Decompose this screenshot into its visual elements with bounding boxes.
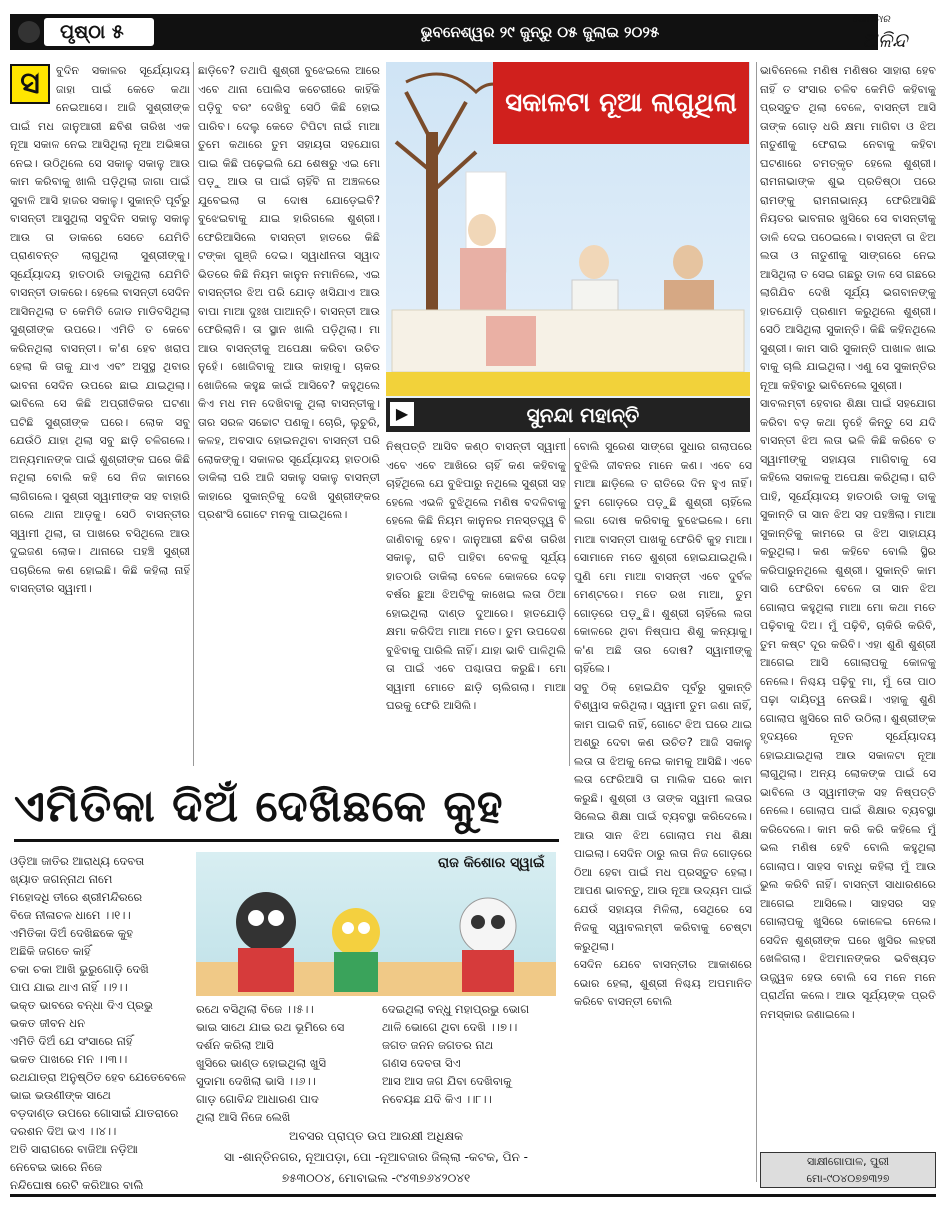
poem-line: ରଥଯାତ୍ରା ଅନୁଷ୍ଠିତ ହେବ ଯେତେବେଳେ [10, 1070, 186, 1084]
author-place: ସାକ୍ଷୀଗୋପାଳ, ପୁରୀ [806, 1155, 890, 1168]
page-footer-rule [10, 1194, 936, 1197]
masthead-logo [852, 14, 944, 54]
poem-right-stanzas [382, 1000, 558, 1108]
poet-signature [196, 1126, 556, 1189]
poem-line: ଆସ ଆସ ଜଗ ଯିବା ଦେଖିବାକୁ [382, 1074, 512, 1088]
column-divider [193, 62, 194, 766]
page-number-label: ପୃଷ୍ଠା ୫ [44, 18, 154, 46]
story-text-col4b: ସବୁ ଠିକ୍ ହୋଇଯିବ ପୂର୍ବରୁ ସୁକାନ୍ତି ବିଶ୍ୱାସ କରିଥିଲା। ସ୍ୱାମୀ ତୁମ ଜଣା ନାହିଁ, କାମ ପାଇବି ନାହିଁ, ଗୋଟେ ଝିଅ ଘରେ ଥାଇ ଅଶ୍ରୁ ଦେବା କଣ ଉଚିତ? ଆଜି ସକାଳୁ ଲତା ତା ଝିଅକୁ ନେଇ କାମକୁ ଆସିଛି। ଏବେ ଲତା ଫେରିଆସି ତା ମାଲିକ ଘରେ କାମ କରୁଛି। ଶୁଶ୍ରୀ ଓ ତାଙ୍କ ସ୍ୱାମୀ ଲତାର ସିଲେଇ ଶିକ୍ଷା ପାଇଁ ବ୍ୟବସ୍ଥା କରିଦେଲେ। ଆଉ ସାନ ଝିଅ ଗୋଲାପ ମଧ ଶିକ୍ଷା ପାଇଲା। ସେଦିନ ଠାରୁ ଲତା ନିଜ ଗୋଡ଼ରେ ଠିଆ ହେବା ପାଇଁ ମଧ ପ୍ରସ୍ତୁତ ହେଲା। ଆପଣ ଭାବନ୍ତୁ, ଆଉ ନୂଆ ଉଦ୍ୟମ ପାଇଁ ଯେଉଁ ସହାୟତା ମିଳିଲା, ସେଥିରେ ସେ ନିଜକୁ ସ୍ୱାବଲମ୍ବୀ କରିବାକୁ ଚେଷ୍ଟା କରୁଥିଲା। [574, 680, 752, 953]
author-phone: ମୋ-୯୦୪୦୭୭୩୨୭ [806, 1172, 890, 1185]
story-text-col5: ସାବଲମ୍ବୀ ହେବାର ଶିକ୍ଷା ପାଇଁ ସହଯୋଗ କରିବା ବଡ଼ କଥା ନୁହେଁ କିନ୍ତୁ ସେ ଯଦି ବାସନ୍ତୀ ଝିଅ ଲତା ଭଳି କିଛି କରିବେ ତ ସ୍ୱାମୀଙ୍କୁ ସହାୟତା ମାଗିବାକୁ ସେ କହିଲେ ସକାଳକୁ ଅପେକ୍ଷା କରିଥିଲା। ରାତି ପାହି, ସୂର୍ଯ୍ୟୋଦୟ ହାତଠାରି ଡାକୁ ଡାକୁ ସୁକାନ୍ତି ତା ସାନ ଝିଅ ସହ ପହଞ୍ଚିଲା। ମାଆ ସୁକାନ୍ତିକୁ କାମରେ ତା ଝିଅ ସାହାଯ୍ୟ କରୁଥିଲା। କଣ କହିବେ ବୋଲି ସ୍ଥିର କରିପାରୁନଥିଲେ ଶୁଶ୍ରୀ। ସୁକାନ୍ତି କାମ ସାରି ଫେରିବା ବେଳେ ତା ସାନ ଝିଅ ଗୋଲାପ କହୁଥିଲା ମାଆ ମୋ କଥା ମତେ ପଢ଼ିବାକୁ ଦିଅ। ମୁଁ ପଢ଼ିବି, ଚାକିରି କରିବି, ତୁମ କଷ୍ଟ ଦୂର କରିବି। ଏହା ଶୁଣି ଶୁଶ୍ରୀ ଆଗେଇ ଆସି ଗୋଲାପକୁ କୋଳକୁ ନେଲେ। ନିଶ୍ଚୟ ପଢ଼ିବୁ ମା, ମୁଁ ତୋ ପାଠ ପଢ଼ା ଦାୟିତ୍ୱ ନେଉଛି। ଏହାକୁ ଶୁଣି ଗୋଲାପ ଖୁସିରେ ନାଚି ଉଠିଲା। ଶୁଶ୍ରୀଙ୍କ ହୃଦୟରେ ନୂତନ ସୂର୍ଯ୍ୟୋଦୟ ହୋଇଯାଇଥିଲା ଆଉ ସକାଳଟା ନୂଆ ଲାଗୁଥିଲା। ଅନ୍ୟ ଲୋକଙ୍କ ପାଇଁ ସେ ଭାବିଲେ ଓ ସ୍ୱାମୀଙ୍କ ସହ ନିଷ୍ପତ୍ତି ନେଲେ। ଗୋଲାପ ପାଇଁ ଶିକ୍ଷାର ବ୍ୟବସ୍ଥା କରିଦେଲେ। କାମ କରି କରି କହିଲେ ମୁଁ ଭଲ ମଣିଷ ହେବି ବୋଲି କହୁଥିଲା ଗୋଲାପ। ସାହସ ବାନ୍ଧି କହିଲା ମୁଁ ଆଉ ଭୁଲ କରିବି ନାହିଁ। ବାସନ୍ତୀ ସାଧାରଣରେ ଆଗେଇ ଆସିଲେ। ସାହସର ସହ ଗୋଲାପକୁ ଖୁସିରେ କୋଳେଇ ନେଲେ। ସେଦିନ ଶୁଶ୍ରୀଙ୍କ ଘରେ ଖୁସିର ଲହରୀ ଖେଳିଗଲା। ଝିଅମାନଙ୍କର ଭବିଷ୍ୟତ ଉଜ୍ଜ୍ୱଳ ହେଉ ବୋଲି ସେ ମନେ ମନେ ପ୍ରାର୍ଥନା କଲେ। ଆଉ ସୂର୍ଯ୍ୟଙ୍କ ପ୍ରତି ନମସ୍କାର ଜଣାଇଲେ। [760, 397, 936, 1021]
bench-seat [386, 372, 750, 396]
poem-line: ବଡ଼ଦାଣ୍ଡ ଉପରେ ଗୋସାଇଁ ଯାତରାରେ [10, 1106, 179, 1120]
poem-line: ପାପ ଯାଇ ଥାଏ ନାହିଁ ।।୨।। [10, 980, 128, 994]
logo-title: ଅଳିନ୍ଦ [862, 28, 908, 52]
poet-address: ସା -ଶାନ୍ତିନଗର, ନୂଆପଡ଼ା, ପୋ -ନୂଆବଜାର ଜିଲ୍ଲା -କଟକ, ପିନ - [224, 1150, 528, 1164]
logo-day: ସୋମବାର [852, 14, 890, 25]
story-column-3 [386, 438, 566, 766]
poet-designation: ଅବସର ପ୍ରାପ୍ତ ଉପ ଆରକ୍ଷୀ ଅଧିକ୍ଷକ [288, 1129, 464, 1143]
poem-line: ଦର୍ଶନ କରିଲା ଆସି [196, 1038, 274, 1052]
poem-line: ଚକା ଚକା ଆଖି ଭୁରୁଗୋଡ଼ି ଦେଖି [10, 962, 149, 976]
story-column-2 [198, 62, 380, 766]
play-icon[interactable]: ▶ [389, 401, 415, 427]
poem-line: ଏମିତିକା ଦିଅଁ ଦେଖିଛକେ କୁହ [10, 926, 133, 940]
story-column-1 [10, 62, 190, 766]
poem-line: ଗାଡ଼ ଗୋବିନ୍ଦ ଆଧାରଣ ପାଦ [196, 1092, 319, 1106]
poem-line: ଭାଇ ଭଉଣୀଙ୍କ ସାଥେ [10, 1088, 111, 1102]
poem-line: ନେବେଇ ଭାରେ ନିଜେ [10, 1160, 102, 1174]
poet-name: ରାଜ କିଶୋର ସ୍ୱାଇଁ [438, 855, 545, 871]
poem-line: ଦରଶନ ଦିଅ ଭଏ ।।୪।। [10, 1124, 117, 1138]
poem-line: ଥାଳି ଭୋଗେ ଥିବା ଦେଖି ।।୭।। [382, 1020, 518, 1034]
poet-contact: ୭୫୩୦୦୪, ମୋବାଇଲ -୯୪୩୭୬୪୨୦୪୧ [281, 1171, 471, 1185]
poem-line: ବିଜେ ନୀଳାଚଳ ଧାମେ ।।୧।। [10, 908, 131, 922]
poem-line: ନବେୟଛ ଯଦି କିଏ ।।୮।। [382, 1092, 492, 1106]
story-text-col4c: ସେଦିନ ଯେବେ ବାସନ୍ତୀର ଆକାଶରେ ଭୋର ହେଲା, ଶୁଶ୍ରୀ ନିଶ୍ଚୟ ଅପମାନିତ କରିବେ ବାସନ୍ତୀ ବୋଲି [574, 958, 752, 1008]
story-text-col4: ବୋଲି ସୁରେଶ ସାଙ୍ଗେ ସୁଧାର ଗଲାପରେ ବୁଝିଲି ଜୀବନର ମାନେ କଣ। ଏବେ ସେ ମାଆ ଛାଡ଼ିଲେ ତ ରାତିରେ ଦିନ ହୁଏ ନାହିଁ। ତୁମ ଗୋଡ଼ରେ ପଡ଼ୁଛି ଶୁଶ୍ରୀ ଚାହିଁଲେ ଲଗା ଦୋଷ କରିବାକୁ ବୁଝେଇଲେ। ମୋ ମାଆ ବାସନ୍ତୀ ପାଖକୁ ଫେରିବି କୁହ ମାଆ। ସୋମାନେ ମତେ ଶୁଶ୍ରୀ ହୋଇଯାଇଥିଲି। ପୁଣି ମୋ ମାଆ ବାସନ୍ତୀ ଏବେ ଦୁର୍ବଳ ମେଣ୍ଟରେ। ମତେ ରଖ ମାଆ, ତୁମ ଗୋଡ଼ରେ ପଡ଼ୁଛି। ଶୁଶ୍ରୀ ଚାହିଁଲେ ଲତା କୋଳରେ ଥିବା ନିଷ୍ପାପ ଶିଶୁ କନ୍ୟାକୁ। କ'ଣ ଅଛି ତାର ଦୋଷ? ସ୍ୱାମୀଙ୍କୁ ଚାହିଁଲେ। [574, 440, 752, 675]
poem-line: ଭକତ ଜୀବନ ଧନ [10, 1016, 85, 1030]
poem-line: ଭକ୍ତ ଭାବରେ ବନ୍ଧା ଦିଏ ପ୍ରଭୁ [10, 998, 153, 1012]
poem-line: ସୁଦାମା ଦେଖିଲା ଭାସି ।।୬।। [196, 1074, 316, 1088]
story-text-col1: ବୁଦିନ ସକାଳର ସୂର୍ଯ୍ୟୋଦୟ ଜାହା ପାଇଁ କେତେ କଥା ନେଇଆସେ। ଆଜି ସୁଶ୍ରୀଙ୍କ ପାଇଁ ମଧ ଜାନୁଆରୀ ଛବିଶ ତାରିଖ ଏକ ନୂଆ ସକାଳ ନେଇ ଆସିଥିଲା ନୂଆ ଅଭିଜ୍ଞତା ନେଇ। ଉଠିଥିଲେ ସେ ସକାଳୁ ସକାଳୁ ଆଉ କାମ କରିବାକୁ ଖାଲି ପଡ଼ିଥିଲା ଜାଗା ପାଇଁ ସୁବାଳି ଆସି ହାଜର ସକାଳୁ। ସୁକାନ୍ତି ପୂର୍ବରୁ ବାସନ୍ତୀ ଆସୁଥିଲା ସବୁଦିନ ସକାଳୁ ସକାଳୁ ଆଉ ତା ଡାକରେ ସେତେ ଯେମିତି ପ୍ରାଣବନ୍ତ ଲାଗୁଥିଲା ସୁଶ୍ରୀଙ୍କୁ। ସୂର୍ଯ୍ୟୋଦୟ ହାତଠାରି ଡାକୁଥିଲା ଯେମିତି ବାସନ୍ତୀ ଡାକରେ। ହେଲେ ବାସନ୍ତୀ ସେଦିନ ଆସିନଥିଲା ତ କେମିତି ଜୋଡ ମାଡିବସିଥିଲା ସୁଶ୍ରୀଙ୍କ ଉପରେ। ଏମିତି ତ କେବେ କରିନଥିଲା ବାସନ୍ତୀ। କ'ଣ ହେବ ଖରାପ ହେଲା କି ତାକୁ ଯାଏ ଏବଂ ଅସୁସ୍ଥ ଥିବାର ଭାବନା ସେଦିନ ଉପରେ ଛାଇ ଯାଇଥିଲା। ଭାବିଲେ ସେ କିଛି ଅପ୍ରୀତିକର ଘଟଣା ଘଟିଛି ସୁଶ୍ରୀଙ୍କ ଘରେ। ଲୋକ ସବୁ ଯେଉଁଠି ଯାହା ଥିଲା ସବୁ ଛାଡ଼ି ଚଳିଗଲେ। ଅନ୍ୟମାନଙ୍କ ପାଇଁ ଶୁଶ୍ରୀଙ୍କ ଘରେ କିଛି ନଥିଲା ବୋଲି କହି ସେ ନିଜ କାମରେ ଲାଗିଗଲେ। ସୁଶ୍ରୀ ସ୍ୱାମୀଙ୍କ ସହ ବାହାରି ଗଲେ ଥାନା ଆଡ଼କୁ। ସେଠି ବାସନ୍ତୀର ସ୍ୱାମୀ ଥିଲା, ତା ପାଖରେ ବସିଥିଲେ ଆଉ ଦୁଇଜଣ ଲୋକ। ଥାନାରେ ପହଞ୍ଚି ସୁଶ୍ରୀ ପଚାରିଲେ କଣ ହୋଇଛି। କିଛି କହିଲା ନାହିଁ ବାସନ୍ତୀର ସ୍ୱାମୀ। [10, 64, 190, 595]
poem-mid-stanzas [196, 1000, 376, 1126]
story-column-5 [760, 62, 936, 1146]
poem-line: ଖୁସିରେ ଭାଣ୍ଡ ହୋଇଥିଲା ଖୁସି [196, 1056, 327, 1070]
story-text-col5-top: ଭାବିନେଲେ ମଣିଷ ମଣିଷର ସାହାରା ହେବ ନାହିଁ ତ ସଂସାର ଚଳିବ କେମିତି କହିବାକୁ ପ୍ରସ୍ତୁତ ଥିଲା ବେଳେ, ବାସନ୍ତୀ ଆସି ତାଙ୍କ ଗୋଡ଼ ଧରି କ୍ଷମା ମାଗିବା ଓ ଝିଅ ନାତୁଣୀକୁ ଫେରାଇ ନେବାକୁ କହିବା ଘଟଣାରେ ଚମତ୍କୃତ ହେଲେ ଶୁଶ୍ରୀ। ରାମନାଭାଙ୍କ ଶୁଭ ପ୍ରତିଷ୍ଠା ପରେ ରାମଙ୍କୁ ରାମନାଭାନ୍ୟ ଫେରିଆସିଛି ନିୟତର ଭାବନାର ଖୁସିରେ ସେ ବାସନ୍ତୀକୁ ଡାଳି ଦେଇ ପଠେଇଲେ। ବାସନ୍ତୀ ତା ଝିଅ ଲତା ଓ ନାତୁଣୀକୁ ସାଙ୍ଗରେ ନେଇ ଆସିଥିଲା ତ ସେଇ ଗଛରୁ ଡାଳ ସେ ଗଛରେ ଲାଗିଯିବ ଦେଖି ସୂର୍ଯ୍ୟ ଭଗବାନଙ୍କୁ ହାତଯୋଡ଼ି ପ୍ରଣାମ କରୁଥିଲେ ଶୁଶ୍ରୀ। ସେଠି ଆସିଥିଲା ସୁକାନ୍ତି। କିଛି କହିନଥିଲେ ସୁଶ୍ରୀ। କାମ ସାରି ସୁକାନ୍ତି ପାଖାଳ ଖାଇ ବାକୁ ଚାଲି ଯାଇଥିଲା। ଏଣୁ ସେ ସୁକାନ୍ତିର ନୂଆ କହିବାରୁ ଭାବିନେଲେ ସୁଶ୍ରୀ। [760, 64, 936, 392]
poem-line: ଅତି ସାରାଗରେ ବାଜିଆ ନଡ଼ିଆ [10, 1142, 138, 1156]
poem-left-stanzas [10, 852, 192, 1194]
issue-date: ଭୁବନେଶ୍ୱର ୨୯ ଜୁନ୍‌ରୁ ୦୫ ଜୁଲାଇ ୨୦୨୫ [420, 23, 660, 41]
poem-line: ଓଡ଼ିଆ ଜାତିର ଆରାଧ୍ୟ ଦେବତା [10, 854, 145, 868]
poem-line: ଗଣସ ଦେବତା ସିଏ [382, 1056, 461, 1070]
poem-line: ଏମିତି ଦିଅଁ ଯେ ସଂସାରେ ନାହିଁ [10, 1034, 133, 1048]
poem-line: ଅଛିକି ଜଗତେ କାହିଁ [10, 944, 91, 958]
column-divider [569, 438, 570, 766]
story-dropcap: ସ [10, 64, 50, 104]
story-text-col2: ଛାଡ଼ିବେ? ତଥାପି ଶୁଶ୍ରୀ ବୁଝେଇଲେ ଆରେ ଏବେ ଥାନା ପୋଲିସ କଚେରୀରେ କାହିଁକି ପଡ଼ିବୁ ବରଂ ଦେଖିବୁ ସେଠି କିଛି ହୋଇ ପାରିବ। ଦେଲୁ କେତେ ଟିପିଟା ନାଇଁ ମାଆ ତୁମେ କଥାରେ ତୁମ ସହାୟତା ସହଯୋଗ ପାଇ କିଛି ପଢ଼େଇଲି ଯେ ଶେଷରୁ ଏଇ ମୋ ପଡ଼ୁ ଆଉ ତା ପାଇଁ ଚାହିଁବି ନା ଅଞ୍ଚଳରେ ଯୁବେଇଲା ତା ଦୋଷ ଯୋଡ଼େଇବି? ବୁଝେଇବାକୁ ଯାଇ ହାରିଗଲେ ଶୁଶ୍ରୀ। ଫେରିଆସିଲେ ବାସନ୍ତୀ ହାତରେ କିଛି ଟଙ୍କା ଗୁଞ୍ଜି ଦେଇ। ସ୍ୱାଧୀନତା ସ୍ୱାଦ ଭିତରେ କିଛି ନିୟମ କାନୁନ ନମାନିଲେ, ଏଇ ବାସନ୍ତୀର ଝିଅ ପରି ଯୋଡ଼ ଖସିଯାଏ ଆଉ ବାପା ମାଆ ଦୁଃଖ ପାଆନ୍ତି। ବାସନ୍ତୀ ଆଉ ଫେରିଲାନି। ତା ସ୍ଥାନ ଖାଲି ପଡ଼ିଥିଲା। ମା ଆଉ ବାସନ୍ତୀକୁ ଅପେକ୍ଷା କରିବା ଉଚିତ ନୁହେଁ। ଖୋଜିବାକୁ ଆଉ କାହାକୁ। ଚାକର ଖୋଜିଲେ କହୁଛ କାଇଁ ଆସିବେ? କହୁଥିଲେ କିଏ ମଧ ମନ ଦେଖିବାକୁ ଥିଲା ବାସନ୍ତୀକୁ। ତାର ସରଳ ସଚ୍ଚୋଟ ପଣକୁ। ଚୋରି, ଲୁଚୁରି, କଳହ, ଅବସାଦ ହୋଇନଥିବା ବାସନ୍ତୀ ପରି ଲୋକଙ୍କୁ। ସକାଳର ସୂର୍ଯ୍ୟୋଦୟ ହାତଠାରି ଡାକିଲା ପରି ଆଜି ସକାଳୁ ସକାଳୁ ବାସନ୍ତୀ କାହାରେ ସୁକାନ୍ତିକୁ ଦେଖି ସୁଶ୍ରୀଙ୍କର ପ୍ରଶଂସି ଗୋଟେ ମନକୁ ପାଇଥିଲେ। [198, 64, 380, 521]
poem-line: ଭାଇ ସାଥେ ଯାଇ ରଥ ଭୂମିରେ ସେ [196, 1020, 345, 1034]
poem-line: ଖ୍ୟାତ ଜଗନ୍ନାଥ ନାମେ [10, 872, 113, 886]
poem-illustration-jagannath-triad [196, 852, 556, 996]
deity-art [196, 852, 556, 996]
story-author: ସୁନନ୍ଦା ମହାନ୍ତି [526, 403, 640, 427]
poem-line: ନନ୍ଦିଘୋଷ ରେଟି କରିଆର ବାଲି [10, 1178, 144, 1192]
poem-line: ଭକତ ପାଖରେ ମନ ।।୩।। [10, 1052, 128, 1066]
poem-line: ଥିଲା ଆସି ନିଜେ ଲେଖି [196, 1110, 291, 1124]
story-title: ସକାଳଟା ନୂଆ ଲାଗୁଥିଲା [493, 62, 749, 144]
story-text-col3: ନିଷ୍ପତ୍ତି ଆସିବ କଣ୍ଠ ବାସନ୍ତୀ ସ୍ୱାମୀ ଏବେ ଏବେ ଆଖିରେ ଚାହିଁ କଣ କହିବାକୁ ଚାହିଁଥିଲେ ଯେ ବୁଝିପାରୁ ନଥିଲେ ସୁଶ୍ରୀ ସହ ହେଲେ ଏଭଳି ବୁଝିଥିଲେ ମଣିଷ ବଦଳିବାକୁ ହେଲେ କିଛି ନିୟମ କାନୁନର ମନସ୍ତତ୍ତ୍ୱ ବି ଜାଣିବାକୁ ହେବ। ଜାନୁଆରୀ ଛବିଶ ତାରିଖ ସକାଳୁ, ରାତି ପାହିବା ବେଳକୁ ସୂର୍ଯ୍ୟ ହାତଠାରି ଡାକିଲା ବେଳେ କୋଳରେ ଦେଢ଼ ବର୍ଷର ଛୁଆ ଝିଅଟିକୁ କାଖେଇ ଲତା ଠିଆ ହୋଇଥିଲା ଦାଣ୍ଡ ଦୁଆରେ। ହାତଯୋଡ଼ି କ୍ଷମା କରିଦିଅ ମାଆ ମତେ। ତୁମ ଉପଦେଶ ବୁଝିବାକୁ ପାରିଲି ନାହିଁ। ଯାହା ଭାବି ପାଳିଥିଲି ତା ପାଇଁ ଏବେ ପଶ୍ଚାତାପ କରୁଛି। ମୋ ସ୍ୱାମୀ ମୋତେ ଛାଡ଼ି ଚାଲିଗଲା। ମାଆ ଘରକୁ ଫେରି ଆସିଲି। [386, 440, 566, 712]
poem-line: ଜଗତ ଜନନ ଜଗତର ନାଥ [382, 1038, 494, 1052]
poem-line: ମହୋଦଧି ତୀରେ ଶ୍ରୀମନ୍ଦିରରେ [10, 890, 143, 904]
poem-line: ରଥେ ବସିଥିଲା ବିଜେ ।।୫।। [196, 1002, 314, 1016]
author-address-box [760, 1152, 936, 1188]
poem-line: ଦେଇଥିଲା ବନ୍ଧୁ ମହାପ୍ରଭୁ ଭୋଗ [382, 1002, 530, 1016]
poem-title: ଏମିତିକା ଦିଅଁ ଦେଖିଛକେ କୁହ [14, 772, 554, 842]
story-column-4 [574, 438, 752, 1178]
column-divider [756, 62, 757, 1182]
